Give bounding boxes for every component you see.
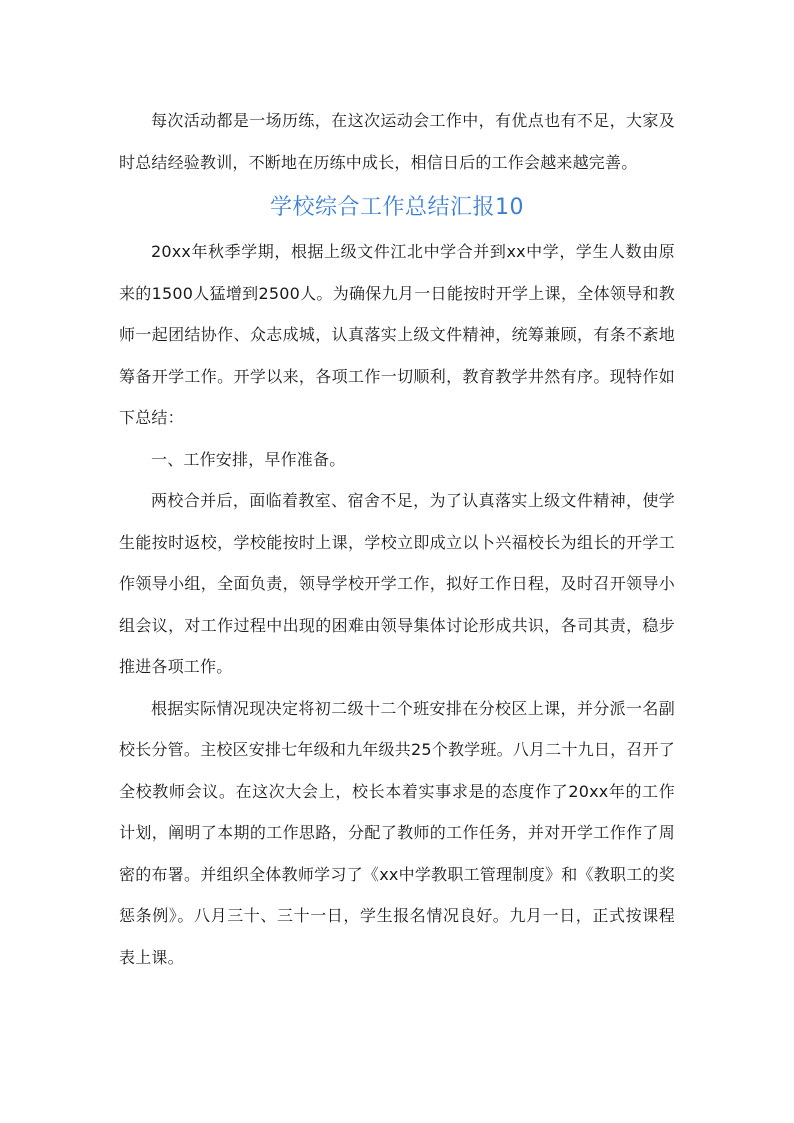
section-heading-1: 一、工作安排，早作准备。 bbox=[151, 449, 346, 469]
intro-paragraph: 每次活动都是一场历练，在这次运动会工作中，有优点也有不足，大家及时总结经验教训，不断地在历练中成长，相信日后的工作会越来越完善。 bbox=[119, 111, 675, 172]
body-paragraph-1: 20xx年秋季学期，根据上级文件江北中学合并到xx中学，学生人数由原来的1500人猛增到2500人。为确保九月一日能按时开学上课，全体领导和教师一起团结协作、众志成城，认真落实上级文件精神，统筹兼顾，有条不紊地筹备开学工作。开学以来，各项工作一切顺利，教育教学井然有序。现特作如下总结： bbox=[119, 242, 675, 427]
body-paragraph-3: 根据实际情况现决定将初二级十二个班安排在分校区上课，并分派一名副校长分管。主校区安排七年级和九年级共25个教学班。八月二十九日，召开了全校教师会议。在这次大会上，校长本着实事求是的态度作了20xx年的工作计划，阐明了本期的工作思路，分配了教师的工作任务，并对开学工作作了周密的布署。并组织全体教师学习了《xx中学教职工管理制度》和《教职工的奖惩条例》。八月三十、三十一日，学生报名情况良好。九月一日，正式按课程表上课。 bbox=[119, 698, 675, 967]
body-paragraph-2: 两校合并后，面临着教室、宿舍不足，为了认真落实上级文件精神，使学生能按时返校，学校能按时上课，学校立即成立以卜兴福校长为组长的开学工作领导小组，全面负责，领导学校开学工作，拟好工作日程，及时召开领导小组会议，对工作过程中出现的困难由领导集体讨论形成共识，各司其责，稳步推进各项工作。 bbox=[119, 491, 675, 676]
document-page bbox=[119, 100, 675, 978]
document-title: 学校综合工作总结汇报10 bbox=[270, 195, 524, 220]
